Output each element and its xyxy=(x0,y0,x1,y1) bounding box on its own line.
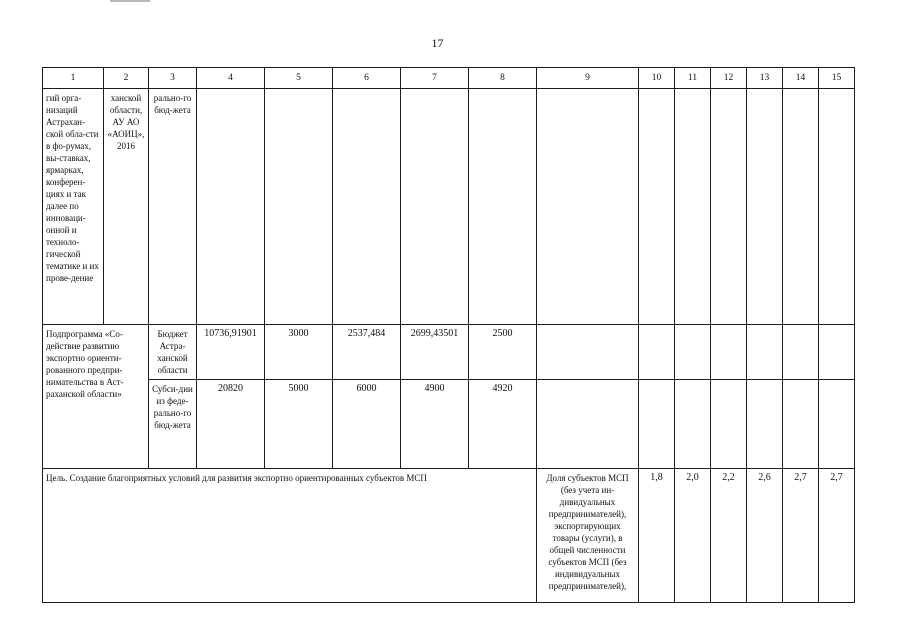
year-amount-cell: 5000 xyxy=(265,380,333,469)
indicator-cell: Доля субъектов МСП (без учета ин-дивидуальных предпринимателей), экспортирующих товары (услуги), в общей численности субъектов МСП (без индивидуальных предпринимателей), xyxy=(537,469,639,603)
scan-artifact xyxy=(110,0,150,2)
funding-source-cell: рально-го бюд-жета xyxy=(149,89,197,325)
column-number: 9 xyxy=(537,68,639,89)
executor-cell: ханской области, АУ АО «АОИЦ», 2016 xyxy=(104,89,149,325)
column-number: 10 xyxy=(639,68,675,89)
indicator-value-cell: 2,6 xyxy=(747,469,783,603)
column-number: 5 xyxy=(265,68,333,89)
goal-row xyxy=(43,469,855,603)
column-number: 11 xyxy=(675,68,711,89)
subprogram-title: Подпрограмма «Со-действие развитию экспортно ориенти-рованного предпри-нимательства в Аст-раханской области» xyxy=(43,325,149,469)
column-number-row xyxy=(43,68,855,89)
year-amount-cell: 4900 xyxy=(401,380,469,469)
year-amount-cell: 2537,484 xyxy=(333,325,401,380)
total-amount-cell: 20820 xyxy=(197,380,265,469)
column-number: 8 xyxy=(469,68,537,89)
indicator-value-cell: 2,0 xyxy=(675,469,711,603)
year-amount-cell: 2699,43501 xyxy=(401,325,469,380)
column-number: 14 xyxy=(783,68,819,89)
year-amount-cell: 6000 xyxy=(333,380,401,469)
subprogram-row-regional xyxy=(43,325,855,380)
column-number: 12 xyxy=(711,68,747,89)
column-number: 13 xyxy=(747,68,783,89)
year-amount-cell: 2500 xyxy=(469,325,537,380)
goal-text: Цель. Создание благоприятных условий для развития экспортно ориентированных субъектов МСП xyxy=(43,469,537,603)
year-amount-cell: 3000 xyxy=(265,325,333,380)
column-number: 6 xyxy=(333,68,401,89)
program-table xyxy=(42,67,855,603)
column-number: 4 xyxy=(197,68,265,89)
indicator-value-cell: 2,2 xyxy=(711,469,747,603)
continuation-row xyxy=(43,89,855,325)
funding-source-cell: Бюджет Астра-ханской области xyxy=(149,325,197,380)
column-number: 15 xyxy=(819,68,855,89)
indicator-value-cell: 1,8 xyxy=(639,469,675,603)
column-number: 1 xyxy=(43,68,104,89)
funding-source-cell: Субси-дии из феде-рально-го бюд-жета xyxy=(149,380,197,469)
indicator-value-cell: 2,7 xyxy=(819,469,855,603)
total-amount-cell: 10736,91901 xyxy=(197,325,265,380)
page-number: 17 xyxy=(431,36,444,50)
column-number: 2 xyxy=(104,68,149,89)
indicator-value-cell: 2,7 xyxy=(783,469,819,603)
subprogram-row-federal xyxy=(43,380,855,469)
year-amount-cell: 4920 xyxy=(469,380,537,469)
column-number: 3 xyxy=(149,68,197,89)
activity-description-cell: гий орга-низаций Астрахан-ской обла-сти в фо-румах, вы-ставках, ярмарках, конферен-циях и так далее по инноваци-онной и техноло-гической тематике и их прове-дение xyxy=(43,89,104,325)
column-number: 7 xyxy=(401,68,469,89)
